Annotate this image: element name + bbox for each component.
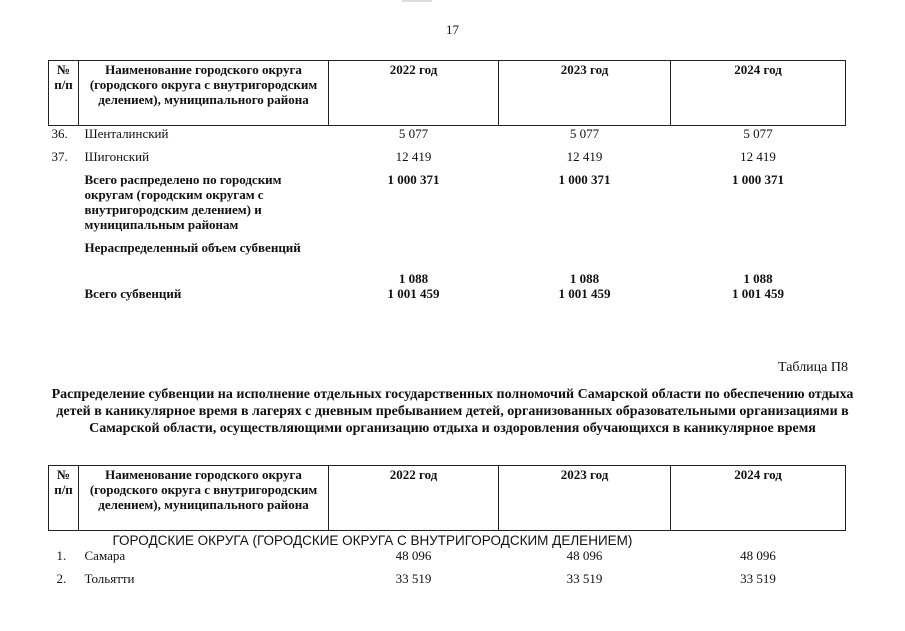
row-value-2024: 33 519 — [740, 571, 776, 586]
table-row — [49, 571, 846, 594]
total-distributed-2024: 1 000 371 — [732, 171, 784, 187]
header-2023: 2023 год — [499, 61, 671, 126]
table-title: Распределение субвенции на исполнение отдельных государственных полномочий Самарской области по обеспечению отдыха детей в каникулярное время в лагерях с дневным пребыванием детей, организованных образовательными организациями в Самарской области, осуществляющими организацию отдыха и оздоровления обучающихся в каникулярное время — [51, 387, 854, 436]
table-row — [49, 149, 846, 172]
row-value-2022: 48 096 — [395, 548, 432, 563]
row-name: Шигонский — [84, 148, 150, 164]
header-num: № п/п — [49, 466, 79, 531]
total-row — [49, 286, 846, 304]
total-2024: 1 001 459 — [732, 285, 784, 301]
table-header-row — [49, 466, 846, 531]
header-2022: 2022 год — [329, 61, 499, 126]
section-row — [49, 531, 846, 549]
page-number: 17 — [446, 22, 459, 37]
header-2023: 2023 год — [499, 466, 671, 531]
scan-mark — [402, 0, 432, 2]
row-num: 2. — [56, 571, 67, 586]
undistributed-row — [49, 240, 846, 286]
row-value-2022: 33 519 — [395, 571, 432, 586]
undistributed-2022: 1 088 — [398, 270, 429, 286]
row-value-2023: 5 077 — [569, 126, 600, 141]
table-header-row — [49, 61, 846, 126]
header-name: Наименование городского округа (городского округа с внутригородским делением), муниципального района — [79, 61, 329, 126]
table-row — [49, 126, 846, 149]
header-num: № п/п — [49, 61, 79, 126]
row-num: 36. — [51, 126, 68, 141]
row-value-2024: 12 419 — [740, 148, 776, 164]
total-distributed-label: Всего распределено по городским округам (городским округам с внутригородским делением) и муниципальным районам — [84, 171, 282, 232]
total-2023: 1 001 459 — [558, 285, 611, 301]
undistributed-2023: 1 088 — [569, 270, 600, 286]
table-p7-continuation — [48, 60, 846, 304]
row-value-2024: 5 077 — [743, 126, 773, 141]
row-name: Тольятти — [84, 571, 135, 586]
row-value-2024: 48 096 — [740, 548, 776, 563]
header-2024: 2024 год — [671, 61, 846, 126]
table-p8 — [48, 465, 846, 594]
row-num: 1. — [56, 548, 67, 563]
row-value-2023: 12 419 — [566, 148, 603, 164]
total-distributed-row — [49, 172, 846, 240]
row-value-2023: 33 519 — [566, 571, 603, 586]
total-distributed-2023: 1 000 371 — [558, 171, 611, 187]
row-name: Шенталинский — [84, 126, 169, 141]
undistributed-2024: 1 088 — [743, 270, 773, 286]
row-num: 37. — [51, 148, 68, 164]
header-2022: 2022 год — [329, 466, 499, 531]
row-name: Самара — [84, 548, 126, 563]
table-caption: Таблица П8 — [778, 360, 848, 375]
row-value-2023: 48 096 — [566, 548, 603, 563]
row-value-2022: 12 419 — [395, 148, 432, 164]
row-value-2022: 5 077 — [398, 126, 429, 141]
total-distributed-2022: 1 000 371 — [387, 171, 440, 187]
header-name: Наименование городского округа (городского округа с внутригородским делением), муниципального района — [79, 466, 329, 531]
total-label: Всего субвенций — [84, 285, 182, 301]
section-title: ГОРОДСКИЕ ОКРУГА (ГОРОДСКИЕ ОКРУГА С ВНУТРИГОРОДСКИМ ДЕЛЕНИЕМ) — [112, 533, 633, 548]
table-row — [49, 548, 846, 571]
undistributed-label: Нераспределенный объем субвенций — [84, 239, 301, 255]
header-2024: 2024 год — [671, 466, 846, 531]
total-2022: 1 001 459 — [387, 285, 440, 301]
